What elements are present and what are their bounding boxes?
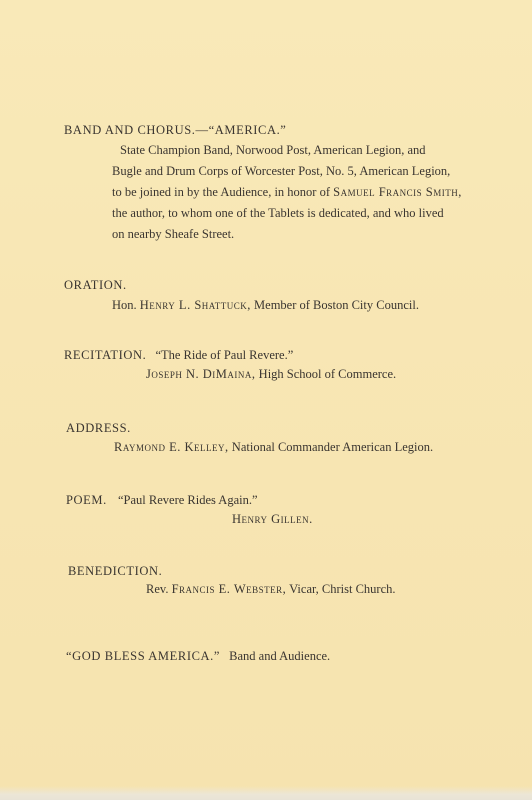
recitation-performer <box>146 367 396 382</box>
band-and-chorus-line-3 <box>112 185 462 200</box>
band-and-chorus-line-2: Bugle and Drum Corps of Worcester Post, No. 5, American Legion, <box>112 164 451 178</box>
poem-title: “Paul Revere Rides Again.” <box>117 493 258 507</box>
address-heading: ADDRESS. <box>66 421 131 435</box>
honoree-name: Samuel Francis Smith, <box>333 185 462 199</box>
poem-heading-line <box>66 493 258 508</box>
band-and-chorus-line-3-text: to be joined in by the Audience, in honor of <box>112 185 331 199</box>
benediction-heading: BENEDICTION. <box>68 564 163 578</box>
benediction-officiant-role: Vicar, Christ Church. <box>289 582 396 596</box>
recitation-heading-line <box>64 348 293 363</box>
recitation-title: “The Ride of Paul Revere.” <box>155 348 294 362</box>
band-and-chorus-line-1: State Champion Band, Norwood Post, American Legion, and <box>120 143 426 157</box>
closing-heading: “GOD BLESS AMERICA.” <box>66 649 221 663</box>
poem-heading: POEM. <box>66 493 107 507</box>
poem-author-name: Henry Gillen. <box>232 512 313 526</box>
address-speaker-role: National Commander American Legion. <box>231 440 434 454</box>
benediction-title-prefix: Rev. <box>146 582 169 596</box>
oration-title-prefix: Hon. <box>112 298 137 312</box>
recitation-performer-name: Joseph N. DiMaina, <box>146 367 256 381</box>
band-and-chorus-line-4: the author, to whom one of the Tablets is dedicated, and who lived <box>112 206 444 220</box>
band-and-chorus-heading: BAND AND CHORUS.—“AMERICA.” <box>64 123 287 137</box>
address-speaker <box>114 440 433 455</box>
recitation-heading: RECITATION. <box>64 348 147 362</box>
address-speaker-name: Raymond E. Kelley, <box>114 440 229 454</box>
oration-speaker-name: Henry L. Shattuck, <box>139 298 251 312</box>
oration-speaker-role: Member of Boston City Council. <box>254 298 419 312</box>
benediction-officiant-name: Francis E. Webster, <box>171 582 287 596</box>
band-and-chorus-line-5: on nearby Sheafe Street. <box>112 227 235 241</box>
closing-line <box>66 649 330 664</box>
recitation-performer-affiliation: High School of Commerce. <box>258 367 397 381</box>
oration-speaker <box>112 298 419 313</box>
oration-heading: ORATION. <box>64 278 127 292</box>
benediction-officiant <box>146 582 396 597</box>
closing-performers: Band and Audience. <box>229 649 331 663</box>
